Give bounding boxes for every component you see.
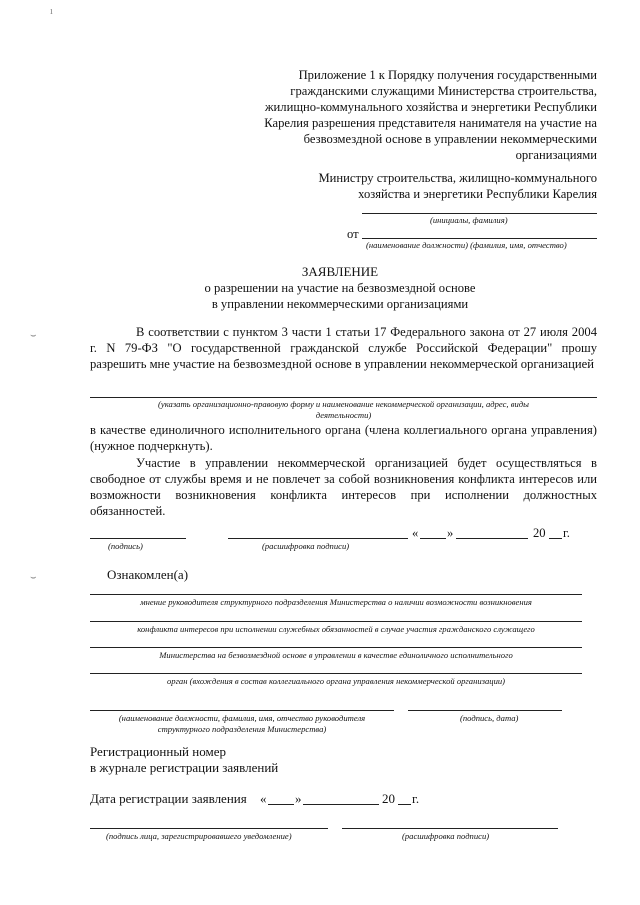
reg-quote-open: « xyxy=(260,791,267,806)
opinion-caption-3: Министерства на безвозмездной основе в управлении в качестве единоличного исполнительного xyxy=(159,650,513,660)
day-line[interactable] xyxy=(420,538,446,539)
registrar-decoding-line[interactable] xyxy=(342,828,558,829)
caption-signature-date: (подпись, дата) xyxy=(460,713,519,723)
opinion-caption-1: мнение руководителя структурного подразделения Министерства о наличии возможности возникновения xyxy=(140,597,532,607)
caption-signature: (подпись) xyxy=(108,541,143,551)
document-subtitle: о разрешении на участие на безвозмездной основе в управлении некоммерческими организациями xyxy=(204,281,476,311)
date-quote-open: « xyxy=(412,526,419,540)
paragraph-role: в качестве единоличного исполнительного органа (члена коллегиального органа управления) (нужное подчеркнуть). xyxy=(90,423,597,453)
signature-line[interactable] xyxy=(90,538,186,539)
caption-decoding: (расшифровка подписи) xyxy=(262,541,350,551)
opinion-line-1[interactable] xyxy=(90,594,582,595)
caption-registrar-decoding: (расшифровка подписи) xyxy=(402,831,490,841)
reg-day-line[interactable] xyxy=(268,804,294,805)
acquainted-label: Ознакомлен(а) xyxy=(107,567,189,582)
registration-number: Регистрационный номер в журнале регистрации заявлений xyxy=(90,744,279,775)
year-line[interactable] xyxy=(549,538,562,539)
decoding-line[interactable] xyxy=(228,538,408,539)
corner-mark: ı xyxy=(50,6,53,17)
caption-head: (наименование должности, фамилия, имя, отчество руководителя структурного подразделения Министерства) xyxy=(118,713,366,734)
initials-line[interactable] xyxy=(362,213,597,214)
reg-quote-close: » xyxy=(295,791,302,806)
reg-year-prefix: 20 xyxy=(382,791,395,806)
position-line[interactable] xyxy=(362,238,597,239)
opinion-line-3[interactable] xyxy=(90,647,582,648)
reg-year-line[interactable] xyxy=(398,804,411,805)
head-signature-date-line[interactable] xyxy=(408,710,562,711)
opinion-line-2[interactable] xyxy=(90,621,582,622)
caption-initials: (инициалы, фамилия) xyxy=(430,215,508,225)
caption-registrar: (подпись лица, зарегистрировавшего уведомление) xyxy=(106,831,292,841)
from-label: от xyxy=(347,227,359,241)
opinion-line-4[interactable] xyxy=(90,673,582,674)
organization-line[interactable] xyxy=(90,397,597,398)
opinion-caption-4: орган (вхождения в состав коллегиального органа управления некоммерческой организации) xyxy=(166,676,506,686)
head-name-line[interactable] xyxy=(90,710,394,711)
year-suffix: г. xyxy=(563,526,570,540)
paragraph-request: В соответствии с пунктом 3 части 1 статьи 17 Федерального закона от 27 июля 2004 г. N 79-ФЗ "О государственной гражданской службе Российской Федерации" прошу разрешить мне участие на безвозмездной основе в управлении некоммерческой организацией xyxy=(90,325,597,371)
caption-organization: (указать организационно-правовую форму и наименование некоммерческой организации, адрес, виды деятельности) xyxy=(158,399,529,420)
year-prefix: 20 xyxy=(533,526,546,540)
caption-position: (наименование должности) (фамилия, имя, отчество) xyxy=(366,240,567,250)
document-title: ЗАЯВЛЕНИЕ xyxy=(301,264,379,279)
registrar-signature-line[interactable] xyxy=(90,828,328,829)
date-quote-close: » xyxy=(447,526,454,540)
addressee: Министру строительства, жилищно-коммунального хозяйства и энергетики Республики Карелия xyxy=(318,171,597,201)
margin-mark: ⌣ xyxy=(30,330,37,341)
appendix-note: Приложение 1 к Порядку получения государственными гражданскими служащими Министерства строительства, жилищно-коммунального хозяйства и энергетики Республики Карелия разрешения представителя нанимателя на участие на безвозмездной основе в управлении некоммерческими организациями xyxy=(264,68,597,162)
reg-month-line[interactable] xyxy=(303,804,379,805)
opinion-caption-2: конфликта интересов при исполнении служебных обязанностей в случае участия гражданского служащего xyxy=(137,624,535,634)
registration-date-label: Дата регистрации заявления xyxy=(90,791,247,806)
margin-mark: ⌣ xyxy=(30,572,37,583)
paragraph-conditions: Участие в управлении некоммерческой организацией будет осуществляться в свободное от службы время и не повлечет за собой возникновения конфликта интересов или возможности возникновения конфликта интересов при исполнении должностных обязанностей. xyxy=(90,456,597,518)
month-line[interactable] xyxy=(456,538,528,539)
reg-year-suffix: г. xyxy=(412,791,420,806)
